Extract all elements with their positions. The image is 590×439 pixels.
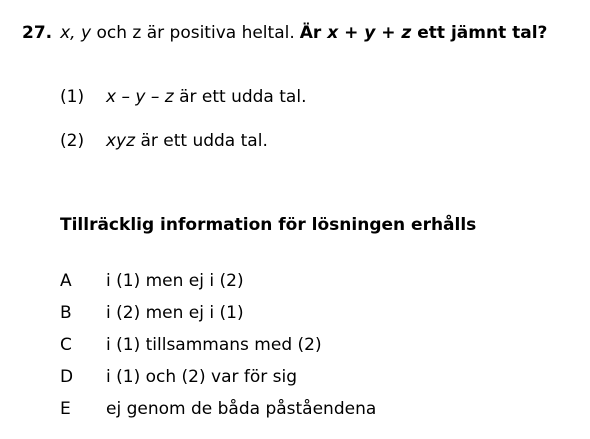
question-text bbox=[300, 23, 548, 43]
option-letter: A bbox=[60, 271, 72, 291]
statement-label: (1) bbox=[60, 87, 85, 107]
option-b bbox=[60, 302, 244, 324]
option-letter: E bbox=[60, 399, 71, 419]
question-intro-vars: x, y bbox=[60, 23, 92, 43]
option-text: i (2) men ej i (1) bbox=[106, 303, 244, 323]
option-text: i (1) tillsammans med (2) bbox=[106, 335, 322, 355]
option-text: i (1) men ej i (2) bbox=[106, 271, 244, 291]
option-c bbox=[60, 334, 322, 356]
question-number: 27. bbox=[22, 23, 53, 43]
option-e bbox=[60, 398, 376, 420]
option-a bbox=[60, 270, 244, 292]
statement-expression: x – y – z bbox=[106, 87, 174, 107]
option-letter: B bbox=[60, 303, 72, 323]
option-text: i (1) och (2) var för sig bbox=[106, 367, 298, 387]
option-letter: C bbox=[60, 335, 72, 355]
statement-2 bbox=[60, 130, 268, 152]
question-suffix: ett jämnt tal? bbox=[411, 23, 548, 43]
option-d bbox=[60, 366, 297, 388]
question-expression: x + y + z bbox=[327, 23, 412, 43]
question-prefix: Är bbox=[299, 23, 328, 43]
info-heading: Tillräcklig information för lösningen erhålls bbox=[60, 215, 477, 235]
statement-text: är ett udda tal. bbox=[135, 131, 268, 151]
option-text: ej genom de båda påståendena bbox=[106, 399, 377, 419]
question-intro-text: och z är positiva heltal. bbox=[91, 23, 295, 43]
statement-text: är ett udda tal. bbox=[173, 87, 307, 107]
option-letter: D bbox=[60, 367, 74, 387]
statement-label: (2) bbox=[60, 131, 85, 151]
statement-expression: xyz bbox=[106, 131, 136, 151]
question-header bbox=[22, 22, 547, 44]
statement-1 bbox=[60, 86, 306, 108]
